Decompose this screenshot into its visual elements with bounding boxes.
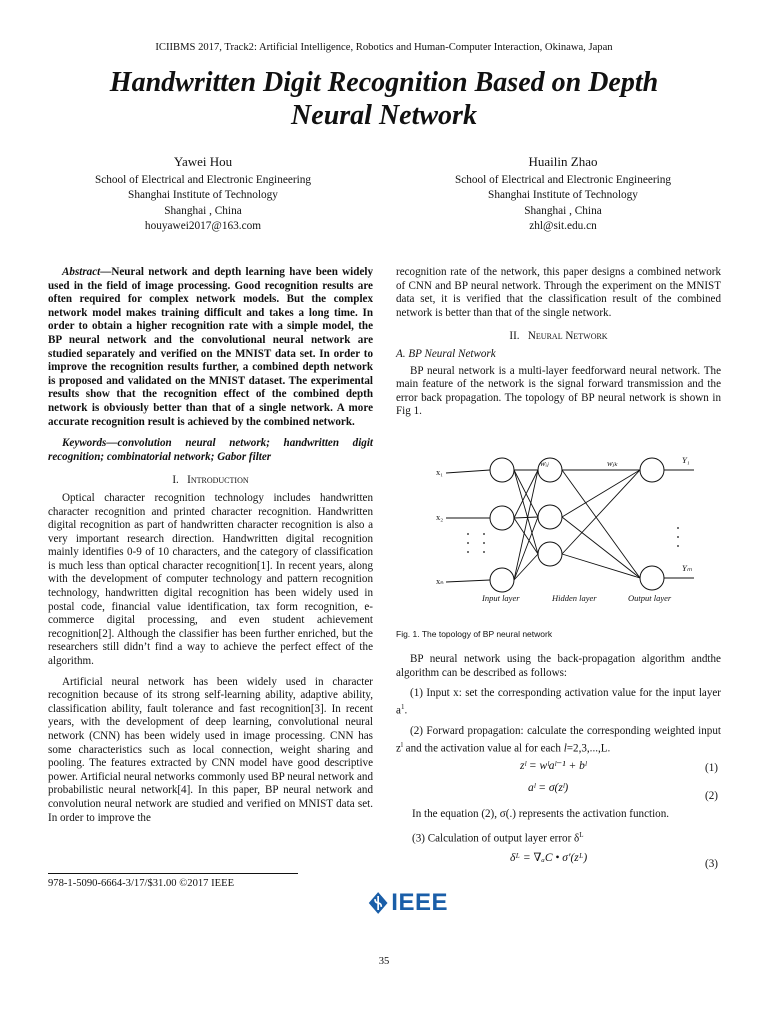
- abstract-label: Abstract: [62, 266, 101, 278]
- output-node: [640, 458, 664, 482]
- author-inst: Shanghai Institute of Technology: [488, 189, 638, 201]
- intro-paragraph-2: Artificial neural network has been widely used in character recognition because of its strong self-learning ability, adaptive ability, classification ability, fault tolerance and fast recognition[3]. In recent years, with the development of deep learning, convolutional neural network (CNN) has been widely used in image processing. CNN has some characteristics such as local connection, weight sharing and pooling. The features extracted by CNN model have good descriptive power. Artificial neural networks commonly used BP neural network and probabilistic neural network[4]. In this paper, BP neural network and convolution neural network are studied and verified on MNIST data set. In order to improve the: [48, 675, 373, 824]
- step-2-end: =2,3,...,L.: [566, 742, 611, 755]
- step-2-text: (2) Forward propagation: calculate the corresponding weighted input z: [396, 725, 721, 755]
- equation-2: aˡ = σ(zˡ): [528, 782, 569, 794]
- input-node: [490, 506, 514, 530]
- footnote-rule: [48, 873, 298, 874]
- input-node: [490, 458, 514, 482]
- author-inst: Shanghai Institute of Technology: [128, 189, 278, 201]
- author-email[interactable]: zhl@sit.edu.cn: [529, 220, 597, 232]
- equation-2-note: In the equation (2), σ(.) represents the activation function.: [412, 808, 670, 820]
- hidden-node: [538, 542, 562, 566]
- subsection-heading: A. BP Neural Network: [396, 347, 496, 360]
- step-3-text: (3) Calculation of output layer error δ: [412, 832, 580, 845]
- equation-3: δᴸ = ∇ₐC • σ′(zᴸ): [510, 852, 588, 864]
- layer-label-output: Output layer: [628, 593, 672, 603]
- right-column-lower: [396, 653, 721, 756]
- output-node: [640, 566, 664, 590]
- equation-1-number: (1): [705, 762, 718, 774]
- step-2-sup: l: [400, 740, 403, 749]
- layer-label-hidden: Hidden layer: [552, 593, 597, 603]
- title-line-1: Handwritten Digit Recognition Based on Depth: [109, 67, 659, 98]
- right-column: [396, 266, 721, 419]
- author-location: Shanghai , China: [524, 204, 602, 217]
- section-heading-neural-network: [396, 330, 721, 344]
- author-name: Yawei Hou: [173, 154, 233, 169]
- step-2: [396, 725, 721, 756]
- section-number: I.: [172, 474, 179, 487]
- layer-label-input: Input layer: [482, 593, 520, 603]
- step-3: [412, 829, 721, 846]
- author-location: Shanghai , China: [164, 204, 242, 217]
- section-title: Neural Network: [527, 330, 608, 343]
- step-2-mid: and the activation value al for each: [402, 742, 564, 755]
- author-name: Huailin Zhao: [528, 154, 598, 169]
- step-1-end: .: [404, 704, 408, 717]
- keywords: [48, 437, 373, 464]
- equation-3-number: (3): [705, 858, 718, 870]
- input-node: [490, 568, 514, 592]
- bp-paragraph-2: BP neural network using the back-propagation algorithm andthe algorithm can be described as follows:: [396, 653, 721, 679]
- page-number: 35: [378, 956, 390, 967]
- ieee-logo: [368, 886, 448, 920]
- abstract-text: —Neural network and depth learning have been widely used in the field of image processing. Good recognition results are often required for complex network models. But the complex network model makes training difficult and takes a long time. In order to obtain a higher recognition rate with a simple model, the BP neural network and the convolutional neural network are studied separately and verified on the MNIST data set. In order to improve the recognition results further, a combined depth network is proposed and validated on the MNIST dataset. The experimental results show that the recognition effect of the combined depth network is obviously better than that of a single network. A more accurate recognition result is achieved by the combined network.: [48, 266, 373, 428]
- author-dept: School of Electrical and Electronic Engineering: [454, 173, 672, 186]
- hidden-node: [538, 505, 562, 529]
- keywords-text: —convolution neural network; handwritten digit recognition; combinatorial network; Gabor filter: [48, 437, 373, 463]
- step-1-sup: 1: [400, 702, 405, 711]
- author-email[interactable]: houyawei2017@163.com: [144, 220, 262, 232]
- abstract: [48, 266, 373, 429]
- output-label-ym: Yₘ: [682, 563, 693, 573]
- ieee-logo-text: IEEE: [391, 889, 448, 916]
- step-3-sup: L: [579, 831, 584, 839]
- keywords-label: Keywords: [62, 437, 107, 450]
- bp-network-figure: [420, 448, 710, 608]
- author-block-2: [410, 154, 716, 235]
- bp-paragraph-1: BP neural network is a multi-layer feedforward neural network. The main feature of the network is the signal forward transmission and the error back propagation. The topology of BP neural network is shown in Fig 1.: [396, 364, 721, 418]
- weight-label-wij: wᵢⱼ: [540, 458, 549, 468]
- paper-title: [40, 66, 728, 132]
- section-number: II.: [509, 330, 520, 343]
- figure-ellipsis-dots: [467, 527, 679, 553]
- output-label-y1: Y₁: [682, 455, 690, 465]
- step-2-l: l: [563, 742, 567, 755]
- intro-continuation: recognition rate of the network, this paper designs a combined network of CNN and BP neural network. Through the experiment on the MNIST data set, it is verified that the classification result of the combined network is better than that of the single network.: [396, 266, 721, 319]
- step-1: [396, 687, 721, 718]
- conference-line: ICIIBMS 2017, Track2: Artificial Intelligence, Robotics and Human-Computer Interaction, Okinawa, Japan: [155, 42, 613, 53]
- author-dept: School of Electrical and Electronic Engineering: [94, 173, 312, 186]
- section-heading-introduction: [48, 474, 373, 488]
- input-label-x1: x₁: [436, 467, 444, 477]
- step-1-text: (1) Input x: set the corresponding activation value for the input layer a: [396, 687, 721, 717]
- isbn-line: 978-1-5090-6664-3/17/$31.00 ©2017 IEEE: [48, 878, 235, 889]
- equation-2-number: (2): [705, 790, 718, 802]
- input-label-x2: x₂: [436, 512, 444, 522]
- left-column: [48, 266, 373, 825]
- section-title: Introduction: [187, 474, 249, 487]
- input-label-xn: xₙ: [436, 576, 444, 586]
- author-block-1: [50, 154, 356, 235]
- ieee-diamond-icon: [368, 888, 388, 918]
- equation-1: zˡ = wˡaˡ⁻¹ + bˡ: [520, 760, 587, 772]
- figure-caption: Fig. 1. The topology of BP neural network: [396, 629, 553, 639]
- intro-paragraph-1: Optical character recognition technology includes handwritten character recognition and printed character recognition. Handwritten digital recognition as part of handwritten character recognition is also a very important research direction. Handwritten digital recognition mainly identifies 0-9 of 10 characters, and the category of classification is much less than optical character recognition[1]. In recent years, along with the development of computer technology and pattern recognition technology, handwritten digital recognition has been widely used in postal code, financial value identification, tax form recognition, e-commerce digital processing, and even student achievement recognition[2]. Although the classifier has been further enriched, but the researchers still didn’t find a way to achieve the perfect effect of the algorithm.: [48, 491, 373, 668]
- figure-connections: [446, 470, 694, 582]
- title-line-2: Neural Network: [291, 100, 477, 131]
- weight-label-wjk: wⱼₖ: [607, 458, 618, 468]
